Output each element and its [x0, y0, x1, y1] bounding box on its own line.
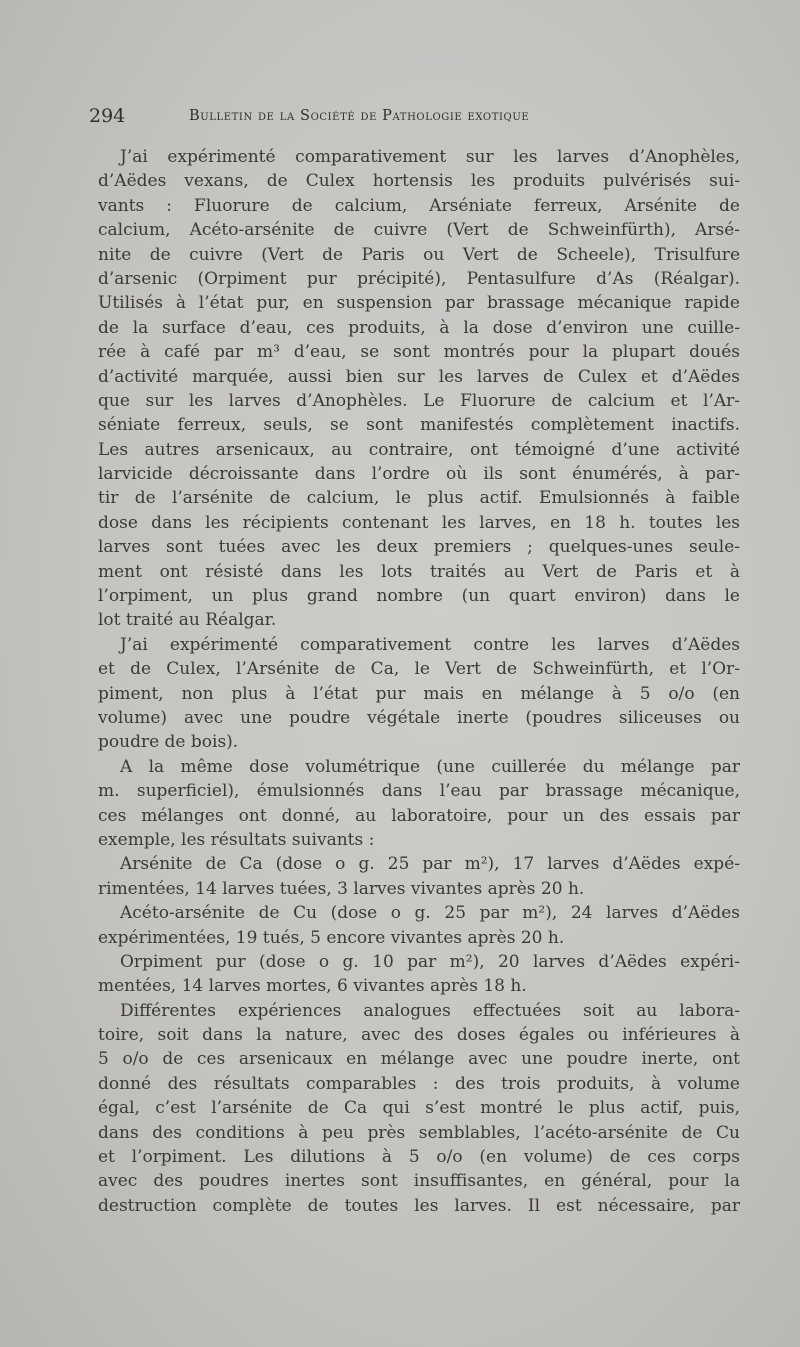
text-line: calcium, Acéto-arsénite de cuivre (Vert de Schweinfürth), Arsé-	[98, 220, 740, 241]
text-line: toire, soit dans la nature, avec des doses égales ou inférieures à	[98, 1025, 740, 1046]
text-line: vants : Fluorure de calcium, Arséniate ferreux, Arsénite de	[98, 195, 740, 216]
text-line: que sur les larves d’Anophèles. Le Fluorure de calcium et l’Ar-	[98, 390, 740, 411]
text-line: l’orpiment, un plus grand nombre (un quart environ) dans le	[98, 586, 740, 607]
text-line: séniate ferreux, seuls, se sont manifestés complètement inactifs.	[98, 415, 740, 436]
text-line: J’ai expérimenté comparativement contre les larves d’Aëdes	[120, 634, 740, 655]
text-line: donné des résultats comparables : des trois produits, à volume	[98, 1073, 740, 1094]
text-line: A la même dose volumétrique (une cuillerée du mélange par	[120, 756, 740, 777]
text-line: rée à café par m³ d’eau, se sont montrés pour la plupart doués	[98, 342, 740, 363]
text-line: volume) avec une poudre végétale inerte (poudres siliceuses ou	[98, 707, 740, 728]
page-header	[89, 105, 649, 135]
text-line: larves sont tuées avec les deux premiers ; quelques-unes seule-	[98, 537, 740, 558]
text-line: avec des poudres inertes sont insuffisantes, en général, pour la	[98, 1171, 740, 1192]
text-line: et de Culex, l’Arsénite de Ca, le Vert de Schweinfürth, et l’Or-	[98, 659, 740, 680]
text-line: Arsénite de Ca (dose o g. 25 par m²), 17 larves d’Aëdes expé-	[120, 854, 740, 875]
text-line: Différentes expériences analogues effectuées soit au labora-	[120, 1000, 740, 1021]
text-line: exemple, les résultats suivants :	[98, 829, 375, 850]
text-line: J’ai expérimenté comparativement sur les larves d’Anophèles,	[120, 147, 740, 167]
text-line: d’activité marquée, aussi bien sur les larves de Culex et d’Aëdes	[98, 366, 740, 387]
text-line: mentées, 14 larves mortes, 6 vivantes après 18 h.	[98, 976, 527, 997]
text-line: piment, non plus à l’état pur mais en mélange à 5 o/o (en	[98, 683, 740, 704]
text-line: destruction complète de toutes les larves. Il est nécessaire, par	[98, 1195, 740, 1216]
text-line: larvicide décroissante dans l’ordre où ils sont énumérés, à par-	[98, 464, 740, 485]
text-line: tir de l’arsénite de calcium, le plus actif. Emulsionnés à faible	[98, 488, 740, 509]
text-line: dose dans les récipients contenant les larves, en 18 h. toutes les	[98, 512, 740, 533]
text-line: d’Aëdes vexans, de Culex hortensis les produits pulvérisés sui-	[98, 171, 740, 192]
text-line: expérimentées, 19 tués, 5 encore vivantes après 20 h.	[98, 927, 565, 948]
text-line: Utilisés à l’état pur, en suspension par brassage mécanique rapide	[98, 293, 740, 314]
text-line: ment ont résisté dans les lots traités au Vert de Paris et à	[98, 561, 740, 582]
text-line: ces mélanges ont donné, au laboratoire, pour un des essais par	[98, 805, 740, 826]
text-line: et l’orpiment. Les dilutions à 5 o/o (en volume) de ces corps	[98, 1147, 740, 1168]
text-line: Les autres arsenicaux, au contraire, ont témoigné d’une activité	[98, 439, 740, 460]
text-line: nite de cuivre (Vert de Paris ou Vert de Scheele), Trisulfure	[98, 244, 740, 265]
text-line: 5 o/o de ces arsenicaux en mélange avec une poudre inerte, ont	[98, 1049, 740, 1070]
running-title: Bulletin de la Société de Pathologie exotique	[189, 108, 530, 124]
text-line: dans des conditions à peu près semblables, l’acéto-arsénite de Cu	[98, 1122, 740, 1143]
text-line: poudre de bois).	[98, 732, 239, 753]
text-line: rimentées, 14 larves tuées, 3 larves vivantes après 20 h.	[98, 878, 585, 899]
text-line: de la surface d’eau, ces produits, à la dose d’environ une cuille-	[98, 317, 740, 338]
body-text	[98, 145, 740, 1218]
text-line: Orpiment pur (dose o g. 10 par m²), 20 larves d’Aëdes expéri-	[120, 951, 740, 972]
text-line: Acéto-arsénite de Cu (dose o g. 25 par m²), 24 larves d’Aëdes	[120, 903, 740, 924]
page-number: 294	[89, 105, 126, 127]
text-line: lot traité au Réalgar.	[98, 610, 277, 631]
text-line: d’arsenic (Orpiment pur précipité), Pentasulfure d’As (Réalgar).	[98, 268, 740, 289]
text-line: m. superficiel), émulsionnés dans l’eau par brassage mécanique,	[98, 781, 740, 802]
text-line: égal, c’est l’arsénite de Ca qui s’est montré le plus actif, puis,	[98, 1098, 740, 1119]
